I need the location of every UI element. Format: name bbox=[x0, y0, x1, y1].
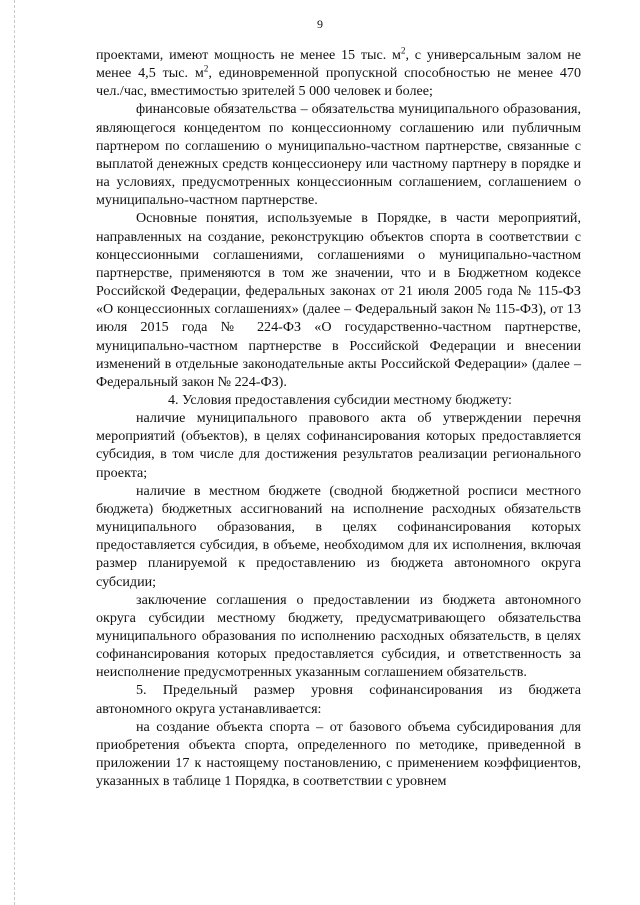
document-body bbox=[96, 46, 581, 790]
paragraph-text-part: , единовременной пропускной способностью не менее 470 чел./час, вместимостью зрителей 5 000 человек и более; bbox=[96, 65, 581, 100]
paragraph-text-part: проектами, имеют мощность не менее 15 тыс. м bbox=[96, 47, 401, 63]
paragraph-text-part: , с универсальным залом не менее 4,5 тыс. м bbox=[96, 47, 581, 82]
page-number: 9 bbox=[317, 17, 323, 31]
paragraph-condition-2: наличие в местном бюджете (сводной бюджетной росписи местного бюджета) бюджетных ассигнований на исполнение расходных обязательств муниципального образования, в целях софинансирования которых предоставляется субсидия, в объеме, необходимом для их исполнения, включая размер планируемой к предоставлению из бюджета автономного округа субсидии; bbox=[96, 482, 581, 590]
paragraph-condition-1: наличие муниципального правового акта об утверждении перечня мероприятий (объектов), в целях софинансирования которых предоставляется субсидия, в том числе для достижения результатов реализации регионального проекта; bbox=[96, 410, 581, 481]
section-heading-4: 4. Условия предоставления субсидии местному бюджету: bbox=[168, 391, 512, 408]
paragraph-condition-3: заключение соглашения о предоставлении из бюджета автономного округа субсидии местному бюджету, предусматривающего обязательства муниципального образования по исполнению расходных обязательств, в целях софинансирования которых предоставляется субсидия, и ответственность за неисполнение предусмотренных указанным соглашением обязательств. bbox=[96, 591, 581, 681]
superscript: 2 bbox=[203, 63, 209, 74]
scan-edge-line bbox=[14, 0, 15, 905]
section-heading-5: 5. Предельный размер уровня софинансирования из бюджета автономного округа устанавливается: bbox=[96, 682, 581, 717]
paragraph-financial-obligations: финансовые обязательства – обязательства муниципального образования, являющегося концедентом по концессионному соглашению или публичным партнером по соглашению о муниципально-частном партнерстве, связанные с выплатой денежных средств концессионеру или частному партнеру в порядке и на условиях, предусмотренных концессионным соглашением, соглашением о муниципально-частном партнерстве. bbox=[96, 101, 581, 209]
paragraph-sport-object: на создание объекта спорта – от базового объема субсидирования для приобретения объекта спорта, определенного по методике, приведенной в приложении 17 к настоящему постановлению, с применением коэффициентов, указанных в таблице 1 Порядка, в соответствии с уровнем bbox=[96, 718, 581, 790]
superscript: 2 bbox=[400, 45, 406, 56]
paragraph-continuation bbox=[96, 46, 581, 100]
paragraph-basic-concepts: Основные понятия, используемые в Порядке, в части мероприятий, направленных на создание, реконструкцию объектов спорта в соответствии с концессионными соглашениями, соглашениями о муниципально-частном партнерстве, применяются в том же значении, что и в Бюджетном кодексе Российской Федерации, федеральных законах от 21 июля 2005 года № 115-ФЗ «О концессионных соглашениях» (далее – Федеральный закон № 115-ФЗ), от 13 июля 2015 года № 224-ФЗ «О государственно-частном партнерстве, муниципально-частном партнерстве в Российской Федерации и внесении изменений в отдельные законодательные акты Российской Федерации» (далее – Федеральный закон № 224-ФЗ). bbox=[96, 210, 581, 390]
